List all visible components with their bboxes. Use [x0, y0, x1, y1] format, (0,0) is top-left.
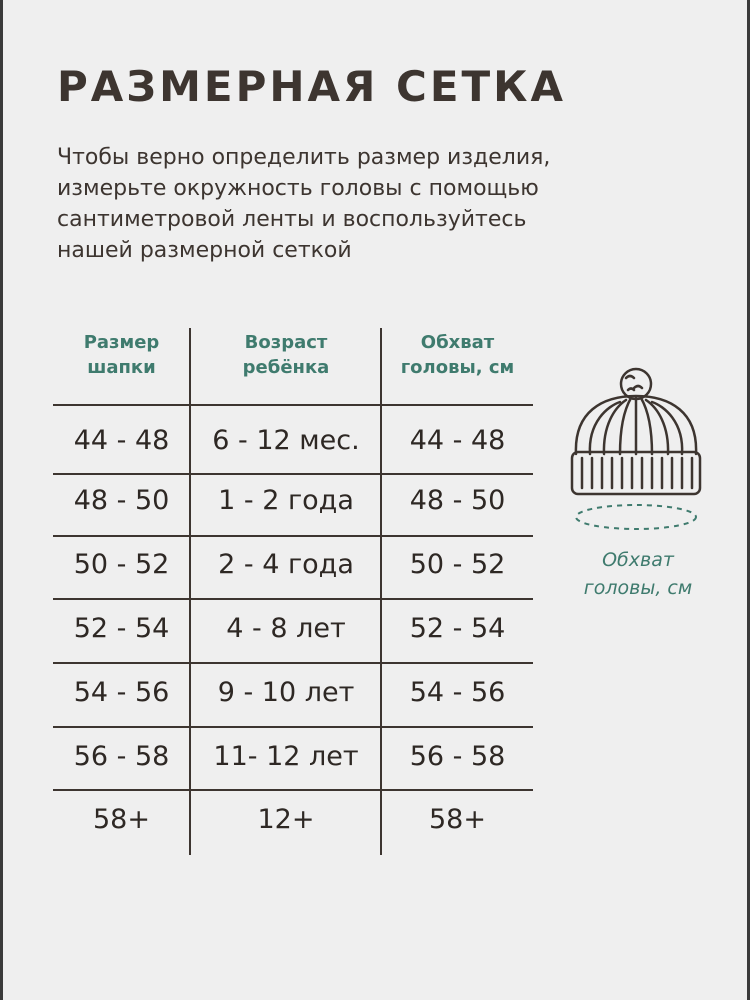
- column-divider: [189, 328, 191, 855]
- caption-line: Обхват: [602, 549, 674, 571]
- intro-text: [57, 142, 697, 266]
- row-divider: [53, 726, 533, 728]
- header-child-age: [190, 330, 382, 380]
- knit-hat-icon: [568, 362, 708, 537]
- cell-child-age: 11- 12 лет: [213, 741, 359, 772]
- intro-line: измерьте окружность головы с помощью: [57, 176, 539, 201]
- header-line: головы, см: [400, 357, 515, 378]
- cell-hat-size: 56 - 58: [73, 741, 170, 772]
- hat-caption: [563, 546, 713, 602]
- cell-child-age: 12+: [257, 804, 315, 835]
- cell-child-age: 9 - 10 лет: [217, 677, 355, 708]
- cell-hat-size: 44 - 48: [73, 425, 170, 456]
- header-line: Размер: [83, 332, 160, 353]
- column-divider: [380, 328, 382, 855]
- header-line: Обхват: [420, 332, 495, 353]
- cell-child-age: 4 - 8 лет: [226, 613, 346, 644]
- cell-child-age: 1 - 2 года: [218, 485, 354, 516]
- cell-hat-size: 58+: [93, 804, 150, 835]
- intro-line: Чтобы верно определить размер изделия,: [57, 145, 551, 170]
- header-line: шапки: [87, 357, 156, 378]
- row-divider: [53, 535, 533, 537]
- row-divider: [53, 789, 533, 791]
- cell-head-circumference: 50 - 52: [409, 549, 506, 580]
- cell-hat-size: 48 - 50: [73, 485, 170, 516]
- intro-line: сантиметровой ленты и воспользуйтесь: [57, 207, 527, 232]
- cell-child-age: 6 - 12 мес.: [212, 425, 360, 456]
- cell-head-circumference: 48 - 50: [409, 485, 506, 516]
- row-divider: [53, 662, 533, 664]
- cell-hat-size: 50 - 52: [73, 549, 170, 580]
- header-head-circumference: [382, 330, 533, 380]
- cell-head-circumference: 52 - 54: [409, 613, 506, 644]
- caption-line: головы, см: [583, 577, 693, 599]
- cell-head-circumference: 58+: [429, 804, 486, 835]
- cell-head-circumference: 56 - 58: [409, 741, 506, 772]
- row-divider: [53, 473, 533, 475]
- page-title: РАЗМЕРНАЯ СЕТКА: [57, 62, 567, 111]
- cell-head-circumference: 44 - 48: [409, 425, 506, 456]
- cell-head-circumference: 54 - 56: [409, 677, 506, 708]
- intro-line: нашей размерной сеткой: [57, 238, 352, 263]
- row-divider: [53, 404, 533, 406]
- cell-hat-size: 54 - 56: [73, 677, 170, 708]
- header-line: ребёнка: [242, 357, 330, 378]
- cell-child-age: 2 - 4 года: [218, 549, 354, 580]
- header-line: Возраст: [244, 332, 328, 353]
- cell-hat-size: 52 - 54: [73, 613, 170, 644]
- header-hat-size: [53, 330, 190, 380]
- row-divider: [53, 598, 533, 600]
